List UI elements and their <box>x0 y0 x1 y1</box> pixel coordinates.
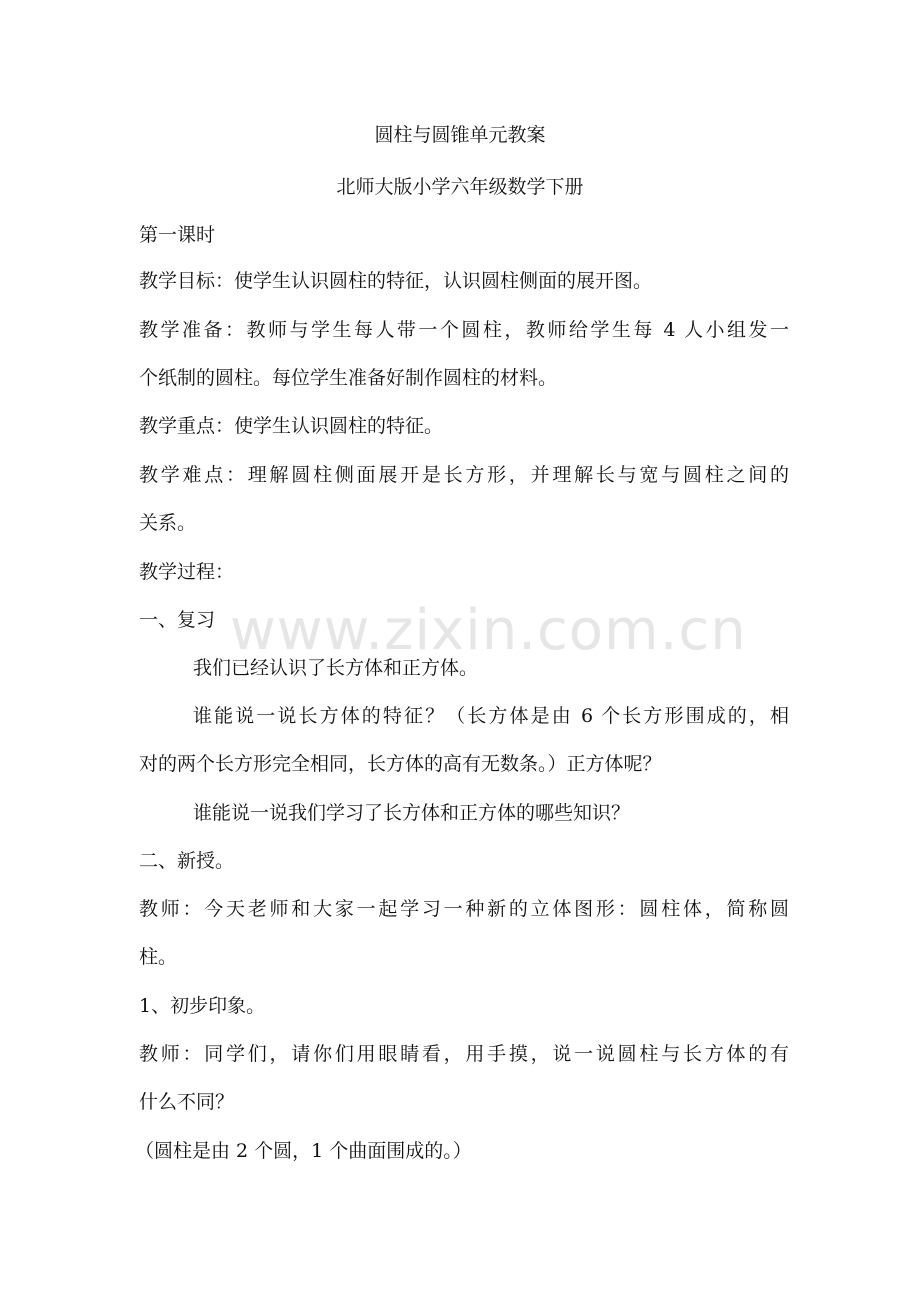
section-review-heading: 一、复习 <box>139 609 216 631</box>
teacher-question-line-2: 什么不同？ <box>139 1091 235 1113</box>
document-title: 圆柱与圆锥单元教案 <box>374 124 546 146</box>
review-paragraph-3: 谁能说一说我们学习了长方体和正方体的哪些知识？ <box>193 802 631 824</box>
lesson-label: 第一课时 <box>139 224 216 246</box>
document-subtitle: 北师大版小学六年级数学下册 <box>336 176 584 198</box>
watermark: www.zixin.com.cn <box>230 598 747 663</box>
review-paragraph-2-line-2: 对的两个长方形完全相同，长方体的高有无数条。）正方体呢？ <box>139 753 662 775</box>
teaching-key-point: 教学重点：使学生认识圆柱的特征。 <box>139 415 444 437</box>
review-paragraph-2-line-1: 谁能说一说长方体的特征？（长方体是由 6 个长方形围成的，相 <box>193 705 789 727</box>
teacher-intro-line-2: 柱。 <box>139 946 178 968</box>
teaching-difficulty-line-1: 教学难点：理解圆柱侧面展开是长方形，并理解长与宽与圆柱之间的 <box>139 464 789 486</box>
teacher-intro-line-1: 教师：今天老师和大家一起学习一种新的立体图形：圆柱体，简称圆 <box>139 898 789 920</box>
teacher-question-line-1: 教师：同学们，请你们用眼睛看，用手摸，说一说圆柱与长方体的有 <box>139 1043 789 1065</box>
step-1-heading: 1、初步印象。 <box>139 995 266 1017</box>
section-new-heading: 二、新授。 <box>139 850 235 872</box>
teaching-prep-line-1: 教学准备：教师与学生每人带一个圆柱，教师给学生每 4 人小组发一 <box>139 319 789 341</box>
teaching-goal: 教学目标：使学生认识圆柱的特征，认识圆柱侧面的展开图。 <box>139 270 653 292</box>
teaching-process-label: 教学过程： <box>139 561 235 583</box>
teaching-prep-line-2: 个纸制的圆柱。每位学生准备好制作圆柱的材料。 <box>139 367 558 389</box>
teaching-difficulty-line-2: 关系。 <box>139 512 197 534</box>
answer-note: （圆柱是由 2 个圆，1 个曲面围成的。） <box>135 1140 472 1162</box>
review-paragraph-1: 我们已经认识了长方体和正方体。 <box>193 657 479 679</box>
